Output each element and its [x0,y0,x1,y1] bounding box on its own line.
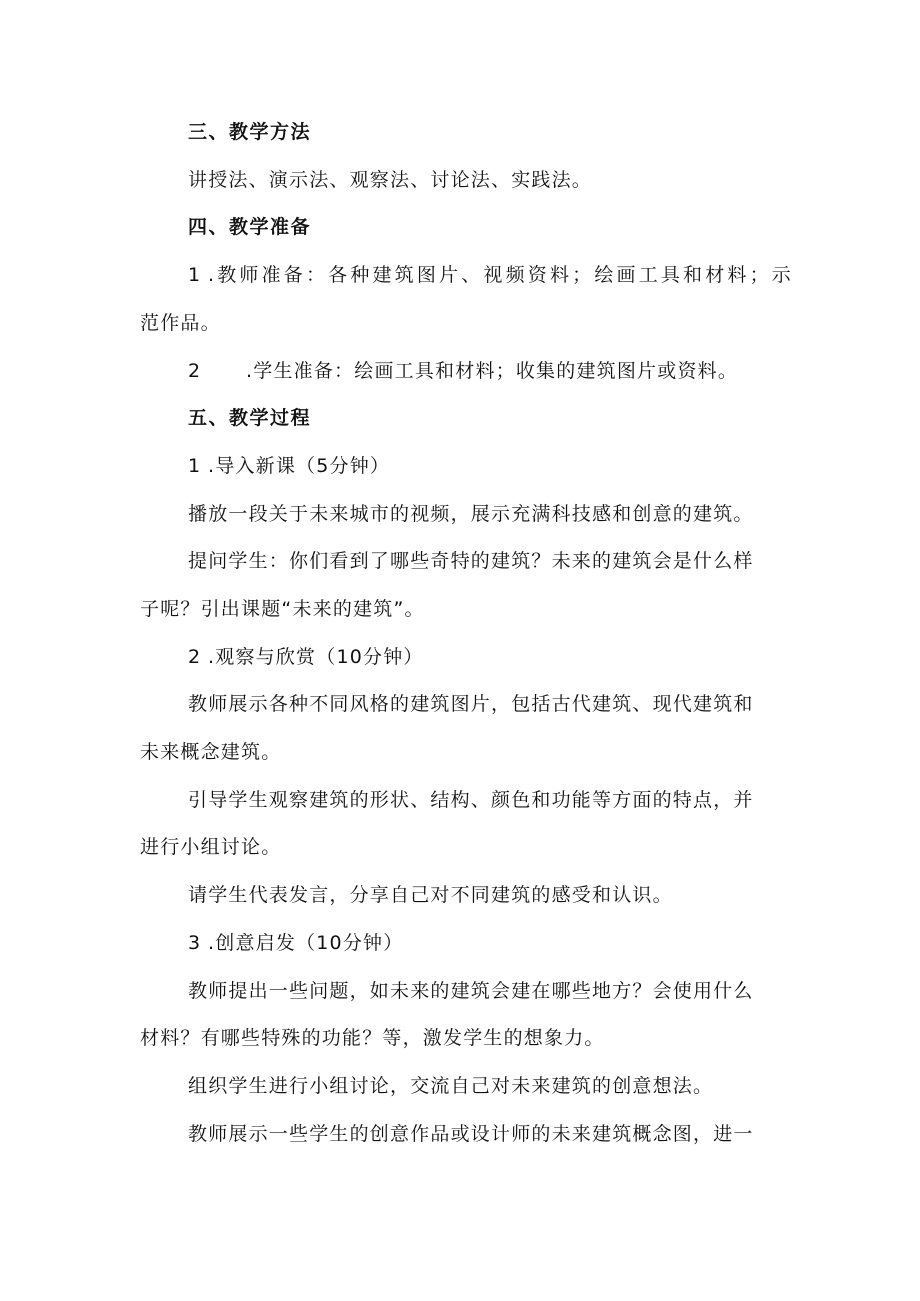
step-3-paragraph-1-line-1: 教师提出一些问题，如未来的建筑会建在哪些地方？会使用什么 [188,980,754,1002]
step-1-paragraph-2-line-1: 提问学生：你们看到了哪些奇特的建筑？未来的建筑会是什么样 [188,550,754,572]
step-1-title [188,454,848,478]
step-2-paragraph-2-line-1: 引导学生观察建筑的形状、结构、颜色和功能等方面的特点，并 [188,789,754,811]
step-1-paragraph-1: 播放一段关于未来城市的视频，展示充满科技感和创意的建筑。 [188,503,754,525]
step-1-title-text: .导入新课（5分钟） [208,455,391,477]
prep-item-1-line-2: 范作品。 [140,312,221,334]
step-2-title [188,645,848,669]
heading-teaching-methods: 三、教学方法 [188,121,312,143]
teaching-methods-text: 讲授法、演示法、观察法、讨论法、实践法。 [188,169,593,191]
step-3-title [188,931,848,955]
prep-item-1-number: 1 [188,264,202,286]
step-2-number: 2 [188,646,202,668]
heading-teaching-preparation: 四、教学准备 [188,216,312,238]
step-2-title-text: .观察与欣赏（10分钟） [208,646,424,668]
step-1-number: 1 [188,455,202,477]
step-3-paragraph-2: 组织学生进行小组讨论，交流自己对未来建筑的创意想法。 [188,1075,714,1097]
step-2-paragraph-3: 请学生代表发言，分享自己对不同建筑的感受和认识。 [188,884,673,906]
step-3-number: 3 [188,932,202,954]
step-2-paragraph-2-line-2: 进行小组讨论。 [140,836,282,858]
prep-item-1-text: .教师准备：各种建筑图片、视频资料；绘画工具和材料；示 [208,264,792,286]
step-3-paragraph-3-line-1: 教师展示一些学生的创意作品或设计师的未来建筑概念图，进一 [188,1123,754,1145]
step-2-paragraph-1-line-2: 未来概念建筑。 [140,741,282,763]
prep-item-2-number: 2 [188,360,202,382]
step-3-paragraph-1-line-2: 材料？有哪些特殊的功能？等，激发学生的想象力。 [140,1027,605,1049]
step-3-title-text: .创意启发（10分钟） [208,932,404,954]
step-1-paragraph-2-line-2: 子呢？引出课题“未来的建筑”。 [140,598,425,620]
prep-item-2-text: .学生准备：绘画工具和材料；收集的建筑图片或资料。 [246,360,739,382]
step-2-paragraph-1-line-1: 教师展示各种不同风格的建筑图片，包括古代建筑、现代建筑和 [188,693,754,715]
prep-item-1-line-1 [188,263,792,287]
heading-teaching-process: 五、教学过程 [188,407,312,429]
prep-item-2 [188,359,848,383]
